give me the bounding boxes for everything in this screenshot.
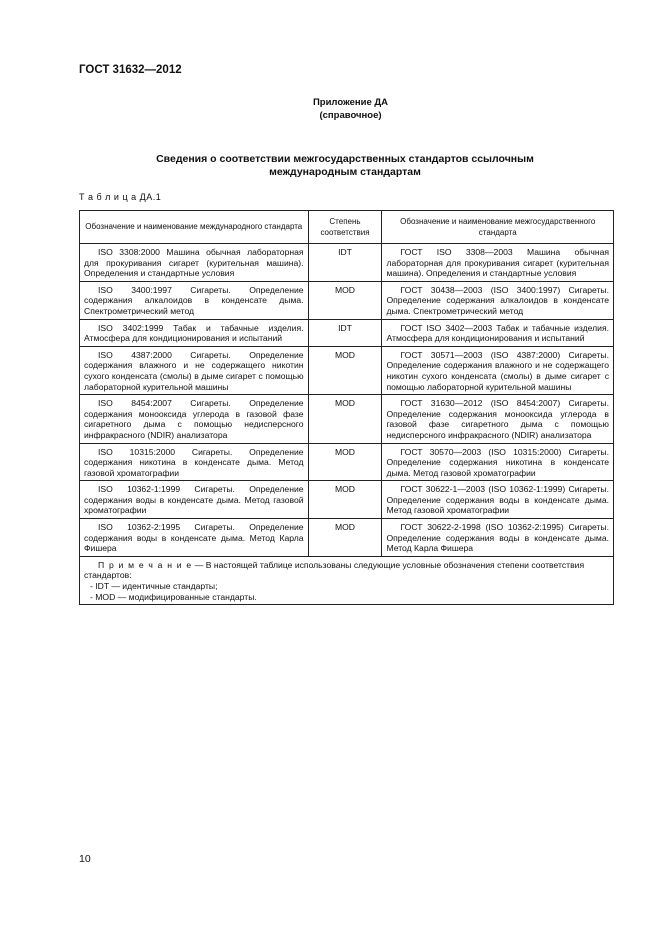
table-row: [80, 481, 614, 519]
international-standard-cell: ISO 8454:2007 Сигареты. Определение содержания монооксида углерода в газовой фазе сигаретного дыма с помощью недисперсного инфракрасного (NDIR) анализатора: [80, 395, 309, 443]
page-number: 10: [79, 853, 91, 865]
note-text: — В настоящей таблице использованы следующие условные обозначения степени соответствия стандартов:: [84, 559, 585, 581]
note-item-idt: - IDT — идентичные стандарты;: [90, 581, 218, 592]
degree-cell: IDT: [308, 244, 382, 282]
appendix-heading: [0, 96, 661, 122]
note-item-mod: - MOD — модифицированные стандарты.: [90, 591, 257, 602]
international-standard-cell: ISO 4387:2000 Сигареты. Определение содержания влажного и не содержащего никотин сухого конденсата (смолы) в дыме сигарет с помощью лабораторной курительной машины: [80, 346, 309, 394]
interstate-standard-cell: ГОСТ 30622-1—2003 (ISO 10362-1:1999) Сигареты. Определение содержания воды в конденсате дыма. Метод газовой хроматографии: [382, 481, 614, 519]
degree-cell: MOD: [308, 395, 382, 443]
table-row: [80, 443, 614, 481]
note-heading: [84, 560, 609, 581]
header-international-standard: Обозначение и наименование международного стандарта: [80, 211, 309, 244]
international-standard-cell: ISO 3402:1999 Табак и табачные изделия. Атмосфера для кондиционирования и испытаний: [80, 319, 309, 346]
table-row: [80, 281, 614, 319]
section-title: Сведения о соответствии межгосударственных стандартов ссылочным международным стандартам: [156, 153, 534, 178]
appendix-subtitle: (справочное): [319, 110, 382, 121]
degree-cell: MOD: [308, 519, 382, 557]
correspondence-table: [79, 210, 614, 605]
international-standard-cell: ISO 3400:1997 Сигареты. Определение содержания алкалоидов в конденсате дыма. Спектрометрический метод: [80, 281, 309, 319]
header-degree: Степень соответствия: [308, 211, 382, 244]
note-label: П р и м е ч а н и е: [98, 559, 193, 570]
table-row: [80, 395, 614, 443]
international-standard-cell: ISO 10362-2:1995 Сигареты. Определение содержания воды в конденсате дыма. Метод Карла Фишера: [80, 519, 309, 557]
appendix-title: Приложение ДА: [312, 97, 389, 108]
interstate-standard-cell: ГОСТ 30570—2003 (ISO 10315:2000) Сигареты. Определение содержания никотина в конденсате дыма. Метод газовой хроматографии: [382, 443, 614, 481]
table-row: [80, 519, 614, 557]
international-standard-cell: ISO 3308:2000 Машина обычная лабораторная для прокуривания сигарет (курительная машина). Определения и стандартные условия: [80, 244, 309, 282]
degree-cell: IDT: [308, 319, 382, 346]
interstate-standard-cell: ГОСТ 30622-2-1998 (ISO 10362-2:1995) Сигареты. Определение содержания воды в конденсате дыма. Метод Карла Фишера: [382, 519, 614, 557]
table-row: [80, 346, 614, 394]
interstate-standard-cell: ГОСТ 30438—2003 (ISO 3400:1997) Сигареты. Определение содержания алкалоидов в конденсате дыма. Спектрометрический метод: [382, 281, 614, 319]
interstate-standard-cell: ГОСТ ISO 3308—2003 Машина обычная лабораторная для прокуривания сигарет (курительная машина). Определения и стандартные условия: [382, 244, 614, 282]
table-note-row: [80, 556, 614, 604]
table-row: [80, 244, 614, 282]
degree-cell: MOD: [308, 281, 382, 319]
document-code: ГОСТ 31632—2012: [79, 64, 182, 76]
degree-cell: MOD: [308, 346, 382, 394]
degree-cell: MOD: [308, 443, 382, 481]
header-interstate-standard: Обозначение и наименование межгосударственного стандарта: [382, 211, 614, 244]
table-row: [80, 319, 614, 346]
interstate-standard-cell: ГОСТ 30571—2003 (ISO 4387:2000) Сигареты. Определение содержания влажного и не содержащего никотин сухого конденсата (смолы) в дыме сигарет с помощью лабораторной курительной машины: [382, 346, 614, 394]
interstate-standard-cell: ГОСТ 31630—2012 (ISO 8454:2007) Сигареты. Определение содержания монооксида углерода в газовой фазе сигаретного дыма с помощью недисперсного инфракрасного (NDIR) анализатора: [382, 395, 614, 443]
degree-cell: MOD: [308, 481, 382, 519]
table-header-row: [80, 211, 614, 244]
international-standard-cell: ISO 10362-1:1999 Сигареты. Определение содержания воды в конденсате дыма. Метод газовой хроматографии: [80, 481, 309, 519]
table-note: [80, 556, 614, 604]
table-label: Т а б л и ц а ДА.1: [79, 192, 162, 202]
international-standard-cell: ISO 10315:2000 Сигареты. Определение содержания никотина в конденсате дыма. Метод газовой хроматографии: [80, 443, 309, 481]
interstate-standard-cell: ГОСТ ISO 3402—2003 Табак и табачные изделия. Атмосфера для кондиционирования и испытаний: [382, 319, 614, 346]
